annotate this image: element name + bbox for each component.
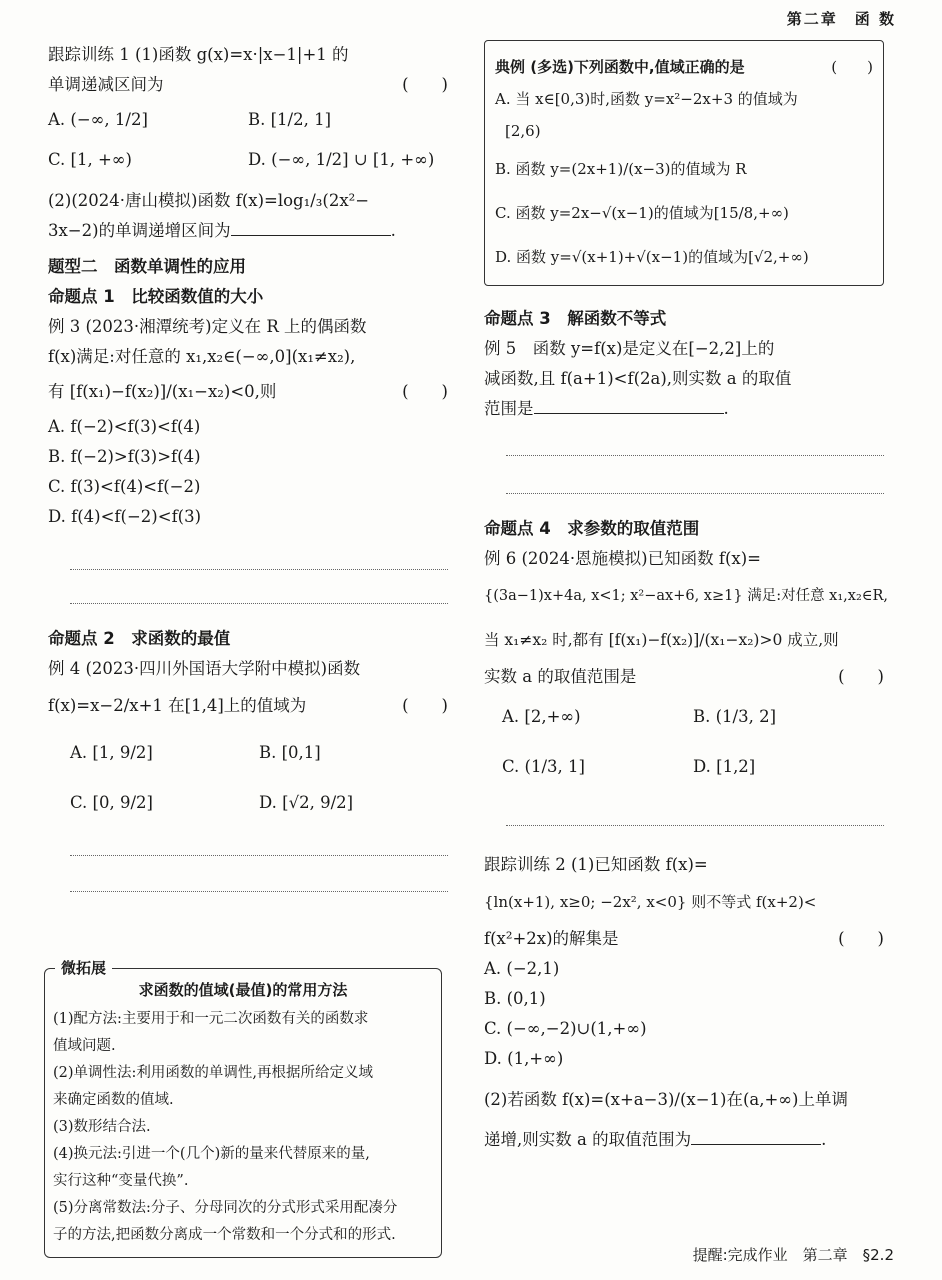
point1-heading: 命题点 1 比较函数值的大小 <box>48 287 264 306</box>
track2-line3: f(x²+2x)的解集是 ( ) <box>484 929 884 948</box>
ex3-line3: 有 [f(x₁)−f(x₂)]/(x₁−x₂)<0,则 ( ) <box>48 382 448 401</box>
ex4-line2: f(x)=x−2/x+1 在[1,4]上的值域为 ( ) <box>48 696 448 715</box>
ex4-option-b[interactable]: B. [0,1] <box>259 743 321 762</box>
track2-line2: {ln(x+1), x≥0; −2x², x<0} 则不等式 f(x+2)< <box>484 893 817 911</box>
tips-tag: 微拓展 <box>55 957 112 978</box>
track1-line1: 跟踪训练 1 (1)函数 g(x)=x·|x−1|+1 的 <box>48 45 349 64</box>
chapter-header: 第二章 函 数 <box>786 10 896 28</box>
ex3-line1: 例 3 (2023·湘潭统考)定义在 R 上的偶函数 <box>48 317 367 336</box>
track2-option-a[interactable]: A. (−2,1) <box>484 959 560 978</box>
typical-option-a-cont: [2,6) <box>505 122 541 140</box>
ex6-line2: {(3a−1)x+4a, x<1; x²−ax+6, x≥1} 满足:对任意 x₁,x₂∈R, <box>484 588 889 604</box>
ex4-option-a[interactable]: A. [1, 9/2] <box>70 743 153 762</box>
typical-example-box <box>484 40 884 286</box>
answer-dotted-line[interactable] <box>70 890 448 892</box>
answer-blank[interactable] <box>691 1126 821 1145</box>
topic-heading: 题型二 函数单调性的应用 <box>48 257 246 276</box>
typical-option-b[interactable]: B. 函数 y=(2x+1)/(x−3)的值域为 R <box>495 160 747 178</box>
answer-dotted-line[interactable] <box>506 492 884 494</box>
page-footer: 提醒:完成作业 第二章 §2.2 <box>692 1246 894 1264</box>
track2-option-c[interactable]: C. (−∞,−2)∪(1,+∞) <box>484 1019 647 1038</box>
track1-options <box>48 100 448 140</box>
answer-blank[interactable] <box>534 395 724 414</box>
answer-dotted-line[interactable] <box>70 568 448 570</box>
tips-item: (3)数形结合法. <box>53 1119 151 1135</box>
track1-part2-line1: (2)(2024·唐山模拟)函数 f(x)=log₁/₃(2x²− <box>48 191 370 210</box>
track2-line1: 跟踪训练 2 (1)已知函数 f(x)= <box>484 855 708 874</box>
point3-heading: 命题点 3 解函数不等式 <box>484 309 667 328</box>
ex5-line2: 减函数,且 f(a+1)<f(2a),则实数 a 的取值 <box>484 369 792 388</box>
answer-dotted-line[interactable] <box>70 602 448 604</box>
ex4-line1: 例 4 (2023·四川外国语大学附中模拟)函数 <box>48 659 361 678</box>
option-a[interactable]: A. (−∞, 1/2] <box>48 110 148 129</box>
ex6-option-a[interactable]: A. [2,+∞) <box>502 707 581 726</box>
ex6-line1: 例 6 (2024·恩施模拟)已知函数 f(x)= <box>484 549 761 568</box>
point2-heading: 命题点 2 求函数的最值 <box>48 629 231 648</box>
tips-item: 值域问题. <box>53 1038 116 1054</box>
track2-option-b[interactable]: B. (0,1) <box>484 989 546 1008</box>
ex5-line3: 范围是 . <box>484 394 884 424</box>
ex5-line1: 例 5 函数 y=f(x)是定义在[−2,2]上的 <box>484 339 775 358</box>
tips-item: (2)单调性法:利用函数的单调性,再根据所给定义域 <box>53 1065 374 1081</box>
ex6-option-c[interactable]: C. (1/3, 1] <box>502 757 585 776</box>
ex3-option-d[interactable]: D. f(4)<f(−2)<f(3) <box>48 507 202 526</box>
ex3-option-c[interactable]: C. f(3)<f(4)<f(−2) <box>48 477 201 496</box>
track2-part2-line1: (2)若函数 f(x)=(x+a−3)/(x−1)在(a,+∞)上单调 <box>484 1090 848 1109</box>
option-d[interactable]: D. (−∞, 1/2] ∪ [1, +∞) <box>248 150 435 169</box>
ex3-line2: f(x)满足:对任意的 x₁,x₂∈(−∞,0](x₁≠x₂), <box>48 347 356 366</box>
tips-body <box>45 1000 441 1249</box>
ex6-option-b[interactable]: B. (1/3, 2] <box>693 707 777 726</box>
answer-blank[interactable] <box>231 217 391 236</box>
answer-dotted-line[interactable] <box>70 854 448 856</box>
option-c[interactable]: C. [1, +∞) <box>48 150 132 169</box>
answer-dotted-line[interactable] <box>506 824 884 826</box>
tips-box <box>44 959 442 1258</box>
typical-option-a[interactable]: A. 当 x∈[0,3)时,函数 y=x²−2x+3 的值域为 <box>495 90 798 108</box>
ex6-line4: 实数 a 的取值范围是 ( ) <box>484 667 884 686</box>
ex6-option-d[interactable]: D. [1,2] <box>693 757 756 776</box>
left-column <box>48 40 448 912</box>
typical-option-c[interactable]: C. 函数 y=2x−√(x−1)的值域为[15/8,+∞) <box>495 204 789 222</box>
ex4-option-c[interactable]: C. [0, 9/2] <box>70 793 153 812</box>
tips-item: (5)分离常数法:分子、分母同次的分式形式采用配凑分 <box>53 1200 398 1216</box>
track2-part2-line2: 递增,则实数 a 的取值范围为 . <box>484 1122 884 1158</box>
point4-heading: 命题点 4 求参数的取值范围 <box>484 519 700 538</box>
typical-option-d[interactable]: D. 函数 y=√(x+1)+√(x−1)的值域为[√2,+∞) <box>495 248 809 266</box>
tips-item: (4)换元法:引进一个(几个)新的量来代替原来的量, <box>53 1146 370 1162</box>
option-b[interactable]: B. [1/2, 1] <box>248 110 332 129</box>
ex4-option-d[interactable]: D. [√2, 9/2] <box>259 793 354 812</box>
track1-part2-line2: 3x−2)的单调递增区间为 . <box>48 216 448 246</box>
typical-line1: 典例 (多选)下列函数中,值域正确的是 ( ) <box>495 58 873 76</box>
right-column <box>484 40 889 1158</box>
tips-item: 来确定函数的值域. <box>53 1092 174 1108</box>
answer-dotted-line[interactable] <box>506 454 884 456</box>
track1-line2: 单调递减区间为 ( ) <box>48 75 448 94</box>
tips-item: (1)配方法:主要用于和一元二次函数有关的函数求 <box>53 1011 369 1027</box>
tips-item: 实行这种“变量代换”. <box>53 1173 189 1189</box>
ex3-option-a[interactable]: A. f(−2)<f(3)<f(4) <box>48 417 201 436</box>
tips-item: 子的方法,把函数分离成一个常数和一个分式和的形式. <box>53 1227 396 1243</box>
tips-title: 求函数的值域(最值)的常用方法 <box>138 981 348 999</box>
track2-option-d[interactable]: D. (1,+∞) <box>484 1049 564 1068</box>
ex3-option-b[interactable]: B. f(−2)>f(3)>f(4) <box>48 447 201 466</box>
ex6-line3: 当 x₁≠x₂ 时,都有 [f(x₁)−f(x₂)]/(x₁−x₂)>0 成立,则 <box>484 631 839 649</box>
